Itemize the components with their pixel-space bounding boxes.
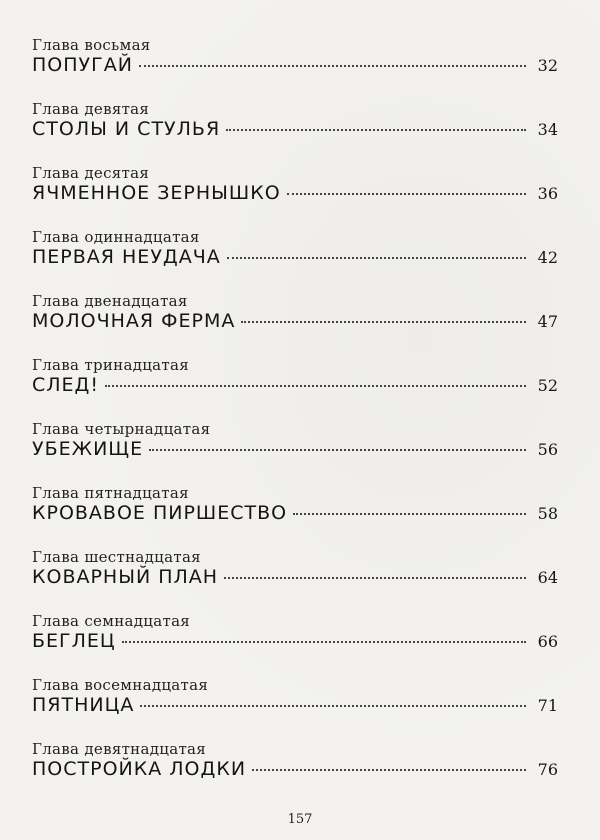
- toc-line: [32, 566, 558, 588]
- chapter-number: Глава одиннадцатая: [32, 228, 200, 246]
- chapter-page-number: 56: [537, 440, 558, 459]
- chapter-number: Глава четырнадцатая: [32, 420, 211, 438]
- chapter-number: Глава восьмая: [32, 36, 151, 54]
- toc-entry: [32, 740, 558, 804]
- toc-entry: [32, 228, 558, 292]
- toc-entry: [32, 676, 558, 740]
- toc-entry: [32, 484, 558, 548]
- chapter-title: ЯЧМЕННОЕ ЗЕРНЫШКО: [32, 182, 281, 204]
- chapter-title: СТОЛЫ И СТУЛЬЯ: [32, 118, 221, 140]
- toc-line: [32, 246, 558, 268]
- toc-line: [32, 182, 558, 204]
- chapter-title: СЛЕД!: [32, 374, 100, 396]
- toc-entry: [32, 356, 558, 420]
- chapter-page-number: 32: [537, 56, 558, 75]
- chapter-title: УБЕЖИЩЕ: [32, 438, 144, 460]
- toc-line: [32, 758, 558, 780]
- chapter-title: МОЛОЧНАЯ ФЕРМА: [32, 310, 236, 332]
- chapter-title: ПОСТРОЙКА ЛОДКИ: [32, 758, 247, 780]
- dot-leader: [140, 705, 526, 707]
- chapter-number: Глава семнадцатая: [32, 612, 191, 630]
- toc-line: [32, 438, 558, 460]
- dot-leader: [139, 65, 526, 67]
- chapter-page-number: 36: [537, 184, 558, 203]
- chapter-number: Глава пятнадцатая: [32, 484, 189, 502]
- toc-entry: [32, 100, 558, 164]
- chapter-title: КРОВАВОЕ ПИРШЕСТВО: [32, 502, 288, 524]
- chapter-page-number: 58: [537, 504, 558, 523]
- chapter-number: Глава десятая: [32, 164, 150, 182]
- toc-line: [32, 310, 558, 332]
- chapter-number: Глава девятнадцатая: [32, 740, 207, 758]
- toc-entry: [32, 548, 558, 612]
- toc-line: [32, 374, 558, 396]
- chapter-page-number: 42: [537, 248, 558, 267]
- chapter-page-number: 52: [537, 376, 558, 395]
- chapter-page-number: 66: [537, 632, 558, 651]
- chapter-number: Глава девятая: [32, 100, 150, 118]
- dot-leader: [224, 577, 526, 579]
- toc-entry: [32, 292, 558, 356]
- dot-leader: [105, 385, 526, 387]
- dot-leader: [287, 193, 526, 195]
- chapter-title: ПЯТНИЦА: [32, 694, 135, 716]
- table-of-contents: [32, 36, 558, 804]
- dot-leader: [252, 769, 526, 771]
- dot-leader: [149, 449, 526, 451]
- chapter-title: ПЕРВАЯ НЕУДАЧА: [32, 246, 221, 268]
- page-number-footer: 157: [287, 812, 313, 827]
- dot-leader: [227, 257, 526, 259]
- toc-line: [32, 502, 558, 524]
- dot-leader: [293, 513, 526, 515]
- dot-leader: [241, 321, 526, 323]
- toc-entry: [32, 36, 558, 100]
- toc-line: [32, 630, 558, 652]
- chapter-page-number: 76: [537, 760, 558, 779]
- chapter-number: Глава восемнадцатая: [32, 676, 209, 694]
- chapter-title: КОВАРНЫЙ ПЛАН: [32, 566, 219, 588]
- chapter-number: Глава двенадцатая: [32, 292, 188, 310]
- chapter-page-number: 71: [537, 696, 558, 715]
- chapter-title: БЕГЛЕЦ: [32, 630, 116, 652]
- dot-leader: [226, 129, 526, 131]
- toc-entry: [32, 420, 558, 484]
- toc-line: [32, 694, 558, 716]
- chapter-number: Глава тринадцатая: [32, 356, 190, 374]
- chapter-page-number: 64: [537, 568, 558, 587]
- chapter-page-number: 34: [537, 120, 558, 139]
- toc-line: [32, 118, 558, 140]
- toc-entry: [32, 164, 558, 228]
- toc-entry: [32, 612, 558, 676]
- dot-leader: [122, 641, 526, 643]
- chapter-number: Глава шестнадцатая: [32, 548, 201, 566]
- toc-line: [32, 54, 558, 76]
- chapter-title: ПОПУГАЙ: [32, 54, 133, 76]
- chapter-page-number: 47: [537, 312, 558, 331]
